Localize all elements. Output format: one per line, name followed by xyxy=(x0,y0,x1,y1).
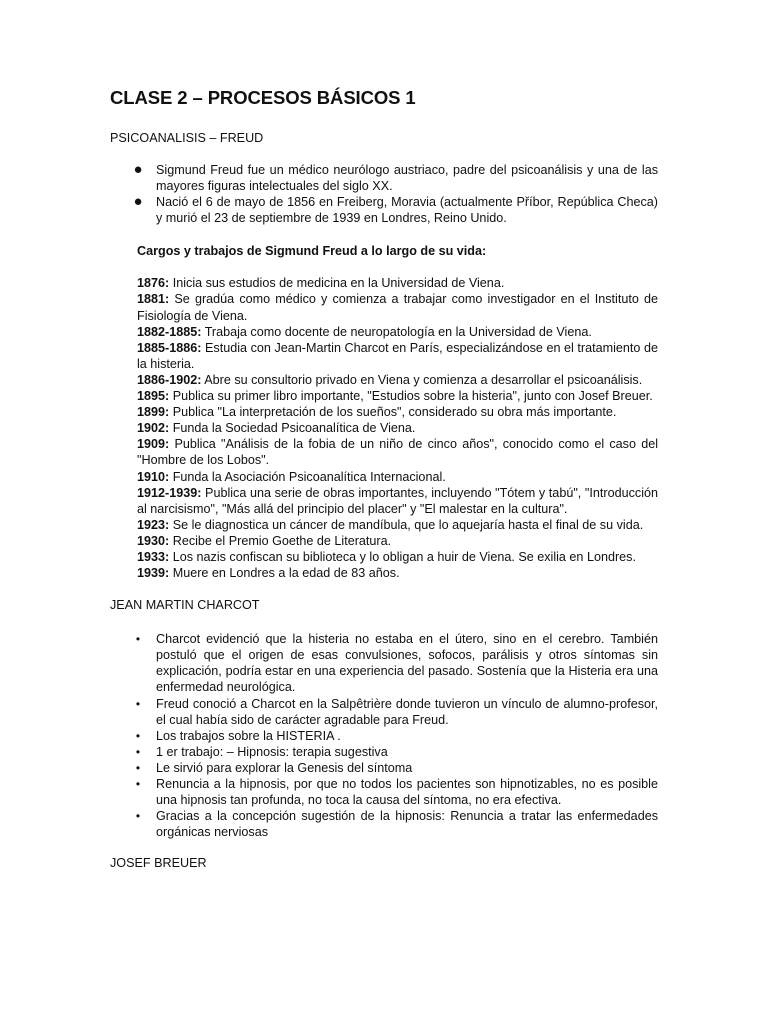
timeline-text: Estudia con Jean-Martin Charcot en París, especializándose en el tratamiento de la histeria. xyxy=(137,340,658,371)
list-item xyxy=(110,162,658,194)
timeline-year: 1910: xyxy=(137,469,170,484)
timeline-text: Abre su consultorio privado en Viena y comienza a desarrollar el psicoanálisis. xyxy=(201,372,643,387)
timeline-entry xyxy=(137,549,658,565)
timeline-heading: Cargos y trabajos de Sigmund Freud a lo largo de su vida: xyxy=(137,244,487,259)
timeline-entry xyxy=(137,565,658,581)
bullet-marker: • xyxy=(135,728,141,743)
freud-timeline xyxy=(137,275,658,581)
timeline-year: 1876: xyxy=(137,276,170,291)
document-title: CLASE 2 – PROCESOS BÁSICOS 1 xyxy=(110,87,416,108)
list-item xyxy=(110,808,658,840)
timeline-year: 1909: xyxy=(137,437,170,452)
timeline-year: 1885-1886: xyxy=(137,340,202,355)
timeline-year: 1895: xyxy=(137,389,170,404)
bullet-text: 1 er trabajo: – Hipnosis: terapia sugestiva xyxy=(156,744,388,759)
bullet-text: Los trabajos sobre la HISTERIA . xyxy=(156,728,341,743)
bullet-text: Le sirvió para explorar la Genesis del síntoma xyxy=(156,760,413,775)
bullet-marker: ● xyxy=(133,161,143,178)
timeline-text: Funda la Asociación Psicoanalítica Internacional. xyxy=(169,469,446,484)
timeline-text: Recibe el Premio Goethe de Literatura. xyxy=(169,533,392,548)
timeline-entry xyxy=(137,436,658,468)
timeline-text: Los nazis confiscan su biblioteca y lo obligan a huir de Viena. Se exilia en Londres. xyxy=(169,549,636,564)
timeline-text: Publica "La interpretación de los sueños", considerado su obra más importante. xyxy=(169,405,617,420)
timeline-year: 1881: xyxy=(137,292,170,307)
list-item xyxy=(110,631,658,695)
freud-timeline-block xyxy=(110,243,658,581)
list-item xyxy=(110,194,658,226)
freud-bullet-list xyxy=(110,162,658,226)
bullet-text: Renuncia a la hipnosis, por que no todos los pacientes son hipnotizables, no es posible una hipnosis tan profunda, no toca la causa del síntoma, no era efectiva. xyxy=(156,777,658,808)
timeline-entry xyxy=(137,533,658,549)
timeline-entry xyxy=(137,404,658,420)
timeline-text: Muere en Londres a la edad de 83 años. xyxy=(169,566,400,581)
list-item xyxy=(110,744,658,760)
list-item xyxy=(110,728,658,744)
timeline-year: 1923: xyxy=(137,517,170,532)
bullet-marker: ● xyxy=(133,193,143,211)
timeline-entry xyxy=(137,291,658,323)
timeline-entry xyxy=(137,324,658,340)
bullet-text: Freud conoció a Charcot en la Salpêtrière donde tuvieron un vínculo de alumno-profesor, el cual había sido de carácter agradable para Freud. xyxy=(156,696,658,727)
timeline-text: Publica una serie de obras importantes, incluyendo "Tótem y tabú", "Introducción al narcisismo", "Más allá del principio del placer" y "El malestar en la cultura". xyxy=(137,485,658,516)
document-content xyxy=(110,86,658,871)
timeline-year: 1933: xyxy=(137,549,170,564)
section-heading-charcot: JEAN MARTIN CHARCOT xyxy=(110,598,260,613)
timeline-text: Se le diagnostica un cáncer de mandíbula, que lo aquejaría hasta el final de su vida. xyxy=(169,517,644,532)
timeline-entry xyxy=(137,372,658,388)
timeline-year: 1886-1902: xyxy=(137,372,202,387)
bullet-marker: • xyxy=(135,809,141,824)
section-heading-freud: PSICOANALISIS – FREUD xyxy=(110,131,264,145)
timeline-year: 1930: xyxy=(137,533,170,548)
timeline-text: Funda la Sociedad Psicoanalítica de Viena. xyxy=(169,421,416,436)
bullet-marker: • xyxy=(135,696,141,711)
timeline-entry xyxy=(137,275,658,291)
timeline-year: 1882-1885: xyxy=(137,324,202,339)
timeline-entry xyxy=(137,420,658,436)
bullet-marker: • xyxy=(135,632,141,647)
timeline-entry xyxy=(137,388,658,404)
bullet-marker: • xyxy=(135,760,141,775)
timeline-text: Trabaja como docente de neuropatología en la Universidad de Viena. xyxy=(201,324,592,339)
bullet-text: Nació el 6 de mayo de 1856 en Freiberg, Moravia (actualmente Příbor, República Checa) y murió el 23 de septiembre de 1939 en Londres, Reino Unido. xyxy=(156,195,658,226)
bullet-text: Charcot evidenció que la histeria no estaba en el útero, sino en el cerebro. También postuló que el origen de esas convulsiones, sofocos, parálisis y otros síntomas sin explicación, podría estar en una experiencia del pasado. Sostenía que la Histeria era una enfermedad neurológica. xyxy=(156,632,658,695)
timeline-text: Se gradúa como médico y comienza a trabajar como investigador en el Instituto de Fisiología de Viena. xyxy=(137,292,658,323)
bullet-text: Gracias a la concepción sugestión de la hipnosis: Renuncia a tratar las enfermedades orgánicas nerviosas xyxy=(156,809,658,840)
timeline-entry xyxy=(137,485,658,517)
charcot-bullet-list xyxy=(110,631,658,840)
section-heading-breuer: JOSEF BREUER xyxy=(110,856,207,871)
timeline-entry xyxy=(137,340,658,372)
timeline-entry xyxy=(137,469,658,485)
timeline-year: 1939: xyxy=(137,566,170,581)
timeline-year: 1912-1939: xyxy=(137,485,202,500)
bullet-marker: • xyxy=(135,744,141,759)
list-item xyxy=(110,696,658,728)
timeline-text: Publica su primer libro importante, "Estudios sobre la histeria", junto con Josef Breuer. xyxy=(169,389,653,404)
timeline-year: 1902: xyxy=(137,421,170,436)
timeline-text: Inicia sus estudios de medicina en la Universidad de Viena. xyxy=(169,276,505,291)
timeline-year: 1899: xyxy=(137,405,170,420)
timeline-entry xyxy=(137,517,658,533)
timeline-text: Publica "Análisis de la fobia de un niño de cinco años", conocido como el caso del "Hombre de los Lobos". xyxy=(137,437,658,468)
bullet-text: Sigmund Freud fue un médico neurólogo austriaco, padre del psicoanálisis y una de las mayores figuras intelectuales del siglo XX. xyxy=(156,163,658,194)
bullet-marker: • xyxy=(135,777,141,791)
list-item xyxy=(110,760,658,776)
list-item xyxy=(110,776,658,808)
